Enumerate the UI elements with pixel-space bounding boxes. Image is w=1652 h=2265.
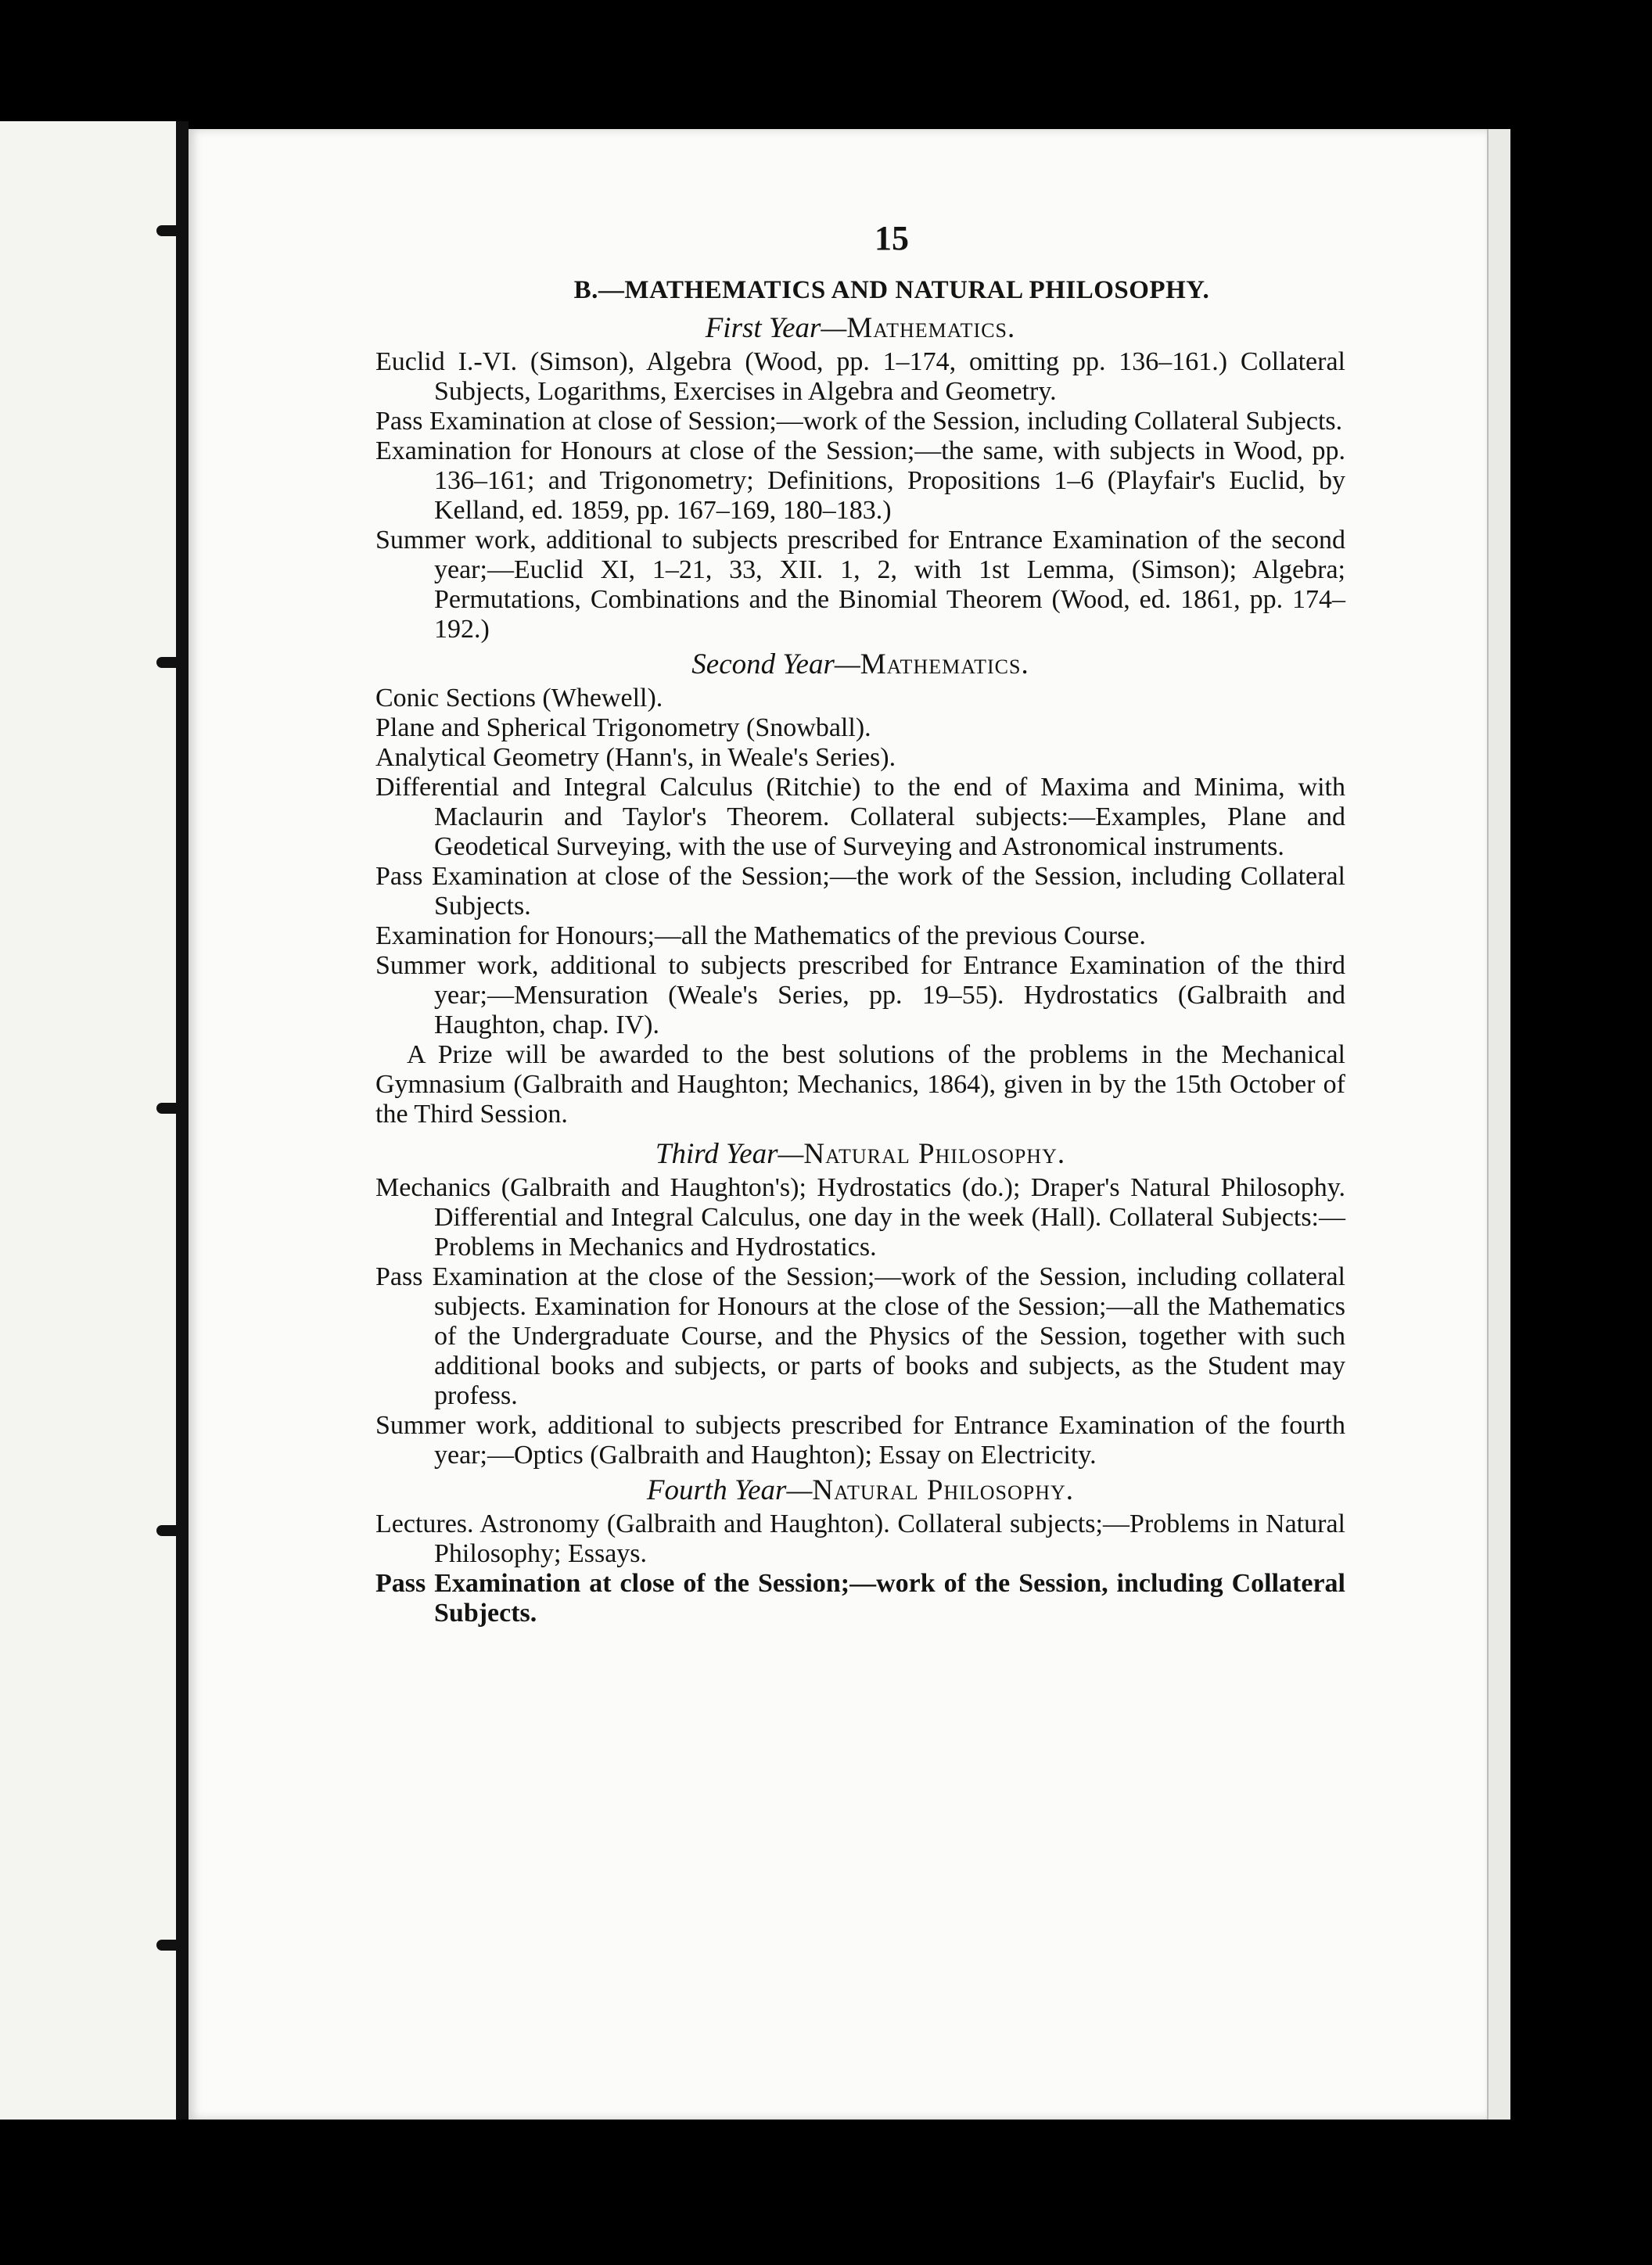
year-label: Third Year— bbox=[655, 1138, 804, 1170]
syllabus-entry: Summer work, additional to subjects prescribed for Entrance Examination of the second year;—Euclid XI, 1–21, 33, XII. 1, 2, with 1st Lemma, (Simson); Algebra; Permutations, Combinations and the Binomial Theorem (Wood, ed. 1861, pp. 174–192.) bbox=[375, 526, 1345, 644]
syllabus-entry: Pass Examination at close of the Session;—work of the Session, including Collateral Subjects. bbox=[375, 1569, 1345, 1628]
left-page-edge bbox=[0, 121, 176, 2120]
section-heading: B.—MATHEMATICS AND NATURAL PHILOSOPHY. bbox=[573, 276, 1210, 304]
year-label: Second Year— bbox=[691, 648, 860, 680]
syllabus-entry: Conic Sections (Whewell). bbox=[375, 684, 663, 713]
year-subject: Mathematics. bbox=[860, 648, 1029, 680]
syllabus-entry: Pass Examination at close of Session;—work of the Session, including Collateral Subjects. bbox=[375, 407, 1343, 436]
binding-thread bbox=[176, 121, 189, 2120]
syllabus-entry: Pass Examination at the close of the Session;—work of the Session, including collateral subjects. Examination for Honours at the close of the Session;—all the Mathematics of the Undergraduate Course, and the Physics of the Session, together with such additional books and subjects, or parts of books and subjects, as the Student may profess. bbox=[375, 1262, 1345, 1410]
syllabus-entry: Mechanics (Galbraith and Haughton's); Hydrostatics (do.); Draper's Natural Philosophy. Differential and Integral Calculus, one day in the week (Hall). Collateral Subjects:—Problems in Mechanics and Hydrostatics. bbox=[375, 1173, 1345, 1262]
year-heading-first bbox=[375, 311, 1345, 346]
syllabus-entry: Pass Examination at close of the Session;—the work of the Session, including Collateral Subjects. bbox=[375, 862, 1345, 921]
syllabus-entry: Lectures. Astronomy (Galbraith and Haughton). Collateral subjects;—Problems in Natural Philosophy; Essays. bbox=[375, 1509, 1345, 1568]
right-page-edge bbox=[1487, 129, 1510, 2120]
syllabus-entry: Examination for Honours;—all the Mathematics of the previous Course. bbox=[375, 921, 1146, 950]
syllabus-entry: Summer work, additional to subjects prescribed for Entrance Examination of the fourth year;—Optics (Galbraith and Haughton); Essay on Electricity. bbox=[375, 1411, 1345, 1470]
syllabus-entry: Differential and Integral Calculus (Ritchie) to the end of Maxima and Minima, with Maclaurin and Taylor's Theorem. Collateral subjects:—Examples, Plane and Geodetical Surveying, with the use of Surveying and Astronomical instruments. bbox=[375, 773, 1345, 861]
year-label: Fourth Year— bbox=[646, 1474, 813, 1506]
syllabus-entry: Examination for Honours at close of the Session;—the same, with subjects in Wood, pp. 136–161; and Trigonometry; Definitions, Propositions 1–6 (Playfair's Euclid, by Kelland, ed. 1859, pp. 167–169, 180–183.) bbox=[375, 436, 1345, 525]
page-number: 15 bbox=[874, 219, 909, 257]
year-heading-third bbox=[375, 1137, 1345, 1172]
year-subject: Natural Philosophy. bbox=[803, 1138, 1066, 1170]
year-subject: Mathematics. bbox=[846, 312, 1016, 344]
page-content bbox=[375, 219, 1345, 1628]
year-heading-second bbox=[375, 648, 1345, 682]
year-heading-fourth bbox=[375, 1474, 1345, 1508]
year-subject: Natural Philosophy. bbox=[812, 1474, 1075, 1506]
syllabus-entry: Analytical Geometry (Hann's, in Weale's Series). bbox=[375, 743, 896, 772]
syllabus-entry: Summer work, additional to subjects prescribed for Entrance Examination of the third year;—Mensuration (Weale's Series, pp. 19–55). Hydrostatics (Galbraith and Haughton, chap. IV). bbox=[375, 951, 1345, 1039]
prize-paragraph: A Prize will be awarded to the best solutions of the problems in the Mechanical Gymnasium (Galbraith and Haughton; Mechanics, 1864), given in by the 15th October of the Third Session. bbox=[375, 1040, 1345, 1129]
syllabus-entry: Euclid I.-VI. (Simson), Algebra (Wood, pp. 1–174, omitting pp. 136–161.) Collateral Subjects, Logarithms, Exercises in Algebra and Geometry. bbox=[375, 347, 1345, 406]
year-label: First Year— bbox=[705, 312, 847, 344]
syllabus-entry: Plane and Spherical Trigonometry (Snowball). bbox=[375, 713, 871, 742]
